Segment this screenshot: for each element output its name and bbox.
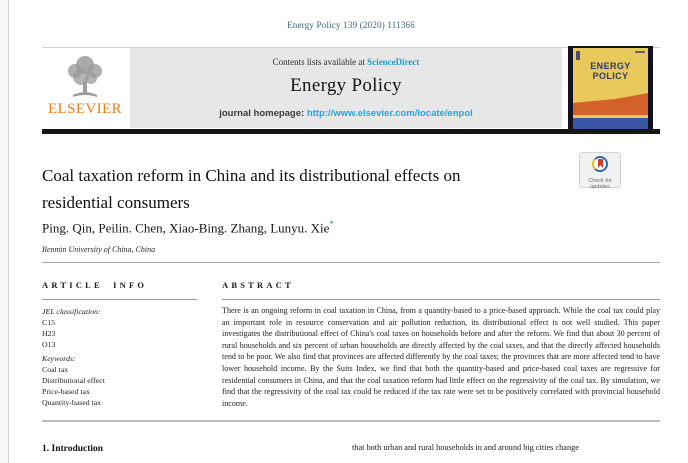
journal-homepage-line [130,108,562,119]
cover-blue-bar [573,118,648,129]
homepage-url-link[interactable]: http://www.elsevier.com/locate/enpol [306,108,473,119]
abstract-column [222,280,660,409]
article-title [42,162,572,216]
contents-list-text: Contents lists available at [272,57,368,67]
page-left-edge-line [8,0,9,463]
cover-corner-mark-left [576,51,580,60]
keyword: Price-based tax [42,387,90,396]
author-list [42,219,334,236]
abstract-text: There is an ongoing reform in coal taxation in China, from a quantity-based to a price-based approach. While the coal tax could play an important role in resource conservation and air pollution reduction, its distributional effect is not well studied. This paper investigates the distributional effect of China's coal taxes on households before and after the reform. We find that about 30 percent of rural households and six percent of urban households are directly affected by the coal taxes, and that the directly affected households tend to be poor. We also find that provinces are affected differently by the coal taxes; the provinces that are more affected tend to have lower household income. By the Suits Index, we find that both the quantity-based and price-based coal taxes are regressive for residential consumers in China, and that the coal taxation reform had little effect on the regressivity of the coal tax. By simulation, we find that the regressivity of the coal tax could be reduced if the tax rate were set to be positively correlated with provincial household income. [222,306,660,408]
jel-code: H23 [42,329,56,338]
elsevier-logo [42,51,128,127]
keyword: Distributional effect [42,376,105,385]
homepage-label: journal homepage: [219,108,307,119]
cover-corner-mark-right [635,51,645,53]
page-left-edge-shade [0,0,8,463]
journal-cover-thumbnail [568,46,653,133]
contents-list-line [130,57,562,67]
header-thick-rule [42,129,660,134]
author-names: Ping. Qin, Peilin. Chen, Xiao-Bing. Zhang, Lunyu. Xie [42,220,330,236]
journal-reference: Energy Policy 139 (2020) 111366 [287,20,415,30]
article-title-line1: Coal taxation reform in China and its distributional effects on [42,166,461,185]
sciencedirect-link[interactable]: ScienceDirect [367,57,420,67]
info-section-top-rule [42,262,660,263]
article-title-line2: residential consumers [42,193,190,212]
banner-center-panel [130,48,562,128]
keywords-label: Keywords: [42,354,76,363]
abstract-heading: ABSTRACT [222,280,294,290]
check-for-updates-label: Check for updates [588,178,612,190]
jel-classification-label: JEL classification: [42,307,101,316]
article-info-heading: ARTICLE INFO [42,280,148,290]
article-info-column [42,280,202,408]
crossmark-icon [592,156,608,172]
check-for-updates-badge[interactable] [579,152,621,188]
body-right-column-text: that both urban and rural households in and around big cities change [352,443,579,452]
journal-banner [42,47,660,128]
affiliation: Renmin University of China, China [42,245,156,254]
cover-mountain-graphic [573,93,648,115]
cover-title-line1: ENERGY [590,61,631,71]
abstract-bottom-rule [42,420,660,422]
corresponding-author-mark[interactable]: * [329,219,334,229]
jel-code: O13 [42,340,56,349]
keyword: Quantity-based tax [42,398,102,407]
cover-journal-title [573,61,648,81]
jel-code: C15 [42,318,55,327]
elsevier-wordmark: ELSEVIER [47,101,123,117]
keyword: Coal tax [42,365,69,374]
elsevier-tree-icon [59,51,111,103]
introduction-heading: 1. Introduction [42,444,104,454]
cover-title-line2: POLICY [592,71,629,81]
abstract-rule [222,299,660,300]
banner-journal-name: Energy Policy [290,75,402,96]
article-info-rule [42,299,197,300]
